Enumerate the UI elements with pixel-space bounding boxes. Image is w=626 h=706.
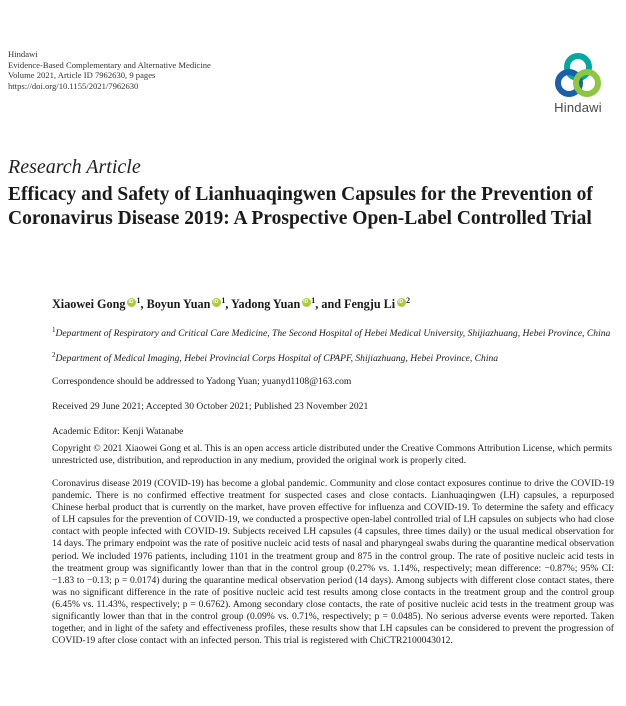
orcid-icon[interactable] <box>397 298 406 307</box>
author-affil-sup: 1 <box>221 296 226 305</box>
affiliation-text: Department of Respiratory and Critical Care Medicine, The Second Hospital of Hebei Medical University, Shijiazhuang, Hebei Province, China <box>55 328 611 340</box>
author-separator: , <box>140 297 147 312</box>
hindawi-logo <box>545 52 611 120</box>
logo-text: Hindawi <box>554 100 602 115</box>
publisher-name: Hindawi <box>8 49 38 59</box>
volume-line: Volume 2021, Article ID 7962630, 9 pages <box>8 70 156 81</box>
doi-link[interactable]: https://doi.org/10.1155/2021/7962630 <box>8 80 139 91</box>
author-name[interactable]: Yadong Yuan <box>231 297 301 312</box>
journal-meta <box>8 49 211 91</box>
article-title: Efficacy and Safety of Lianhuaqingwen Capsules for the Prevention of Coronavirus Disease 2019: A Prospective Open-Label Controlled Trial <box>8 184 593 229</box>
academic-editor: Academic Editor: Kenji Watanabe <box>52 426 184 437</box>
author-affil-sup: 1 <box>136 296 141 305</box>
affiliation-sup: 2 <box>52 351 56 359</box>
author-affil-sup: 2 <box>406 296 411 305</box>
journal-name: Evidence-Based Complementary and Alternative Medicine <box>8 59 211 70</box>
affiliation-sup: 1 <box>52 326 56 334</box>
orcid-icon[interactable] <box>127 298 136 307</box>
orcid-icon[interactable] <box>212 298 221 307</box>
author-separator: , and <box>315 297 345 312</box>
author-name[interactable]: Xiaowei Gong <box>52 297 126 312</box>
author-name[interactable]: Fengju Li <box>344 297 396 312</box>
author-separator: , <box>225 297 232 312</box>
copyright-notice: Copyright © 2021 Xiaowei Gong et al. This is an open access article distributed under the Creative Commons Attribution License, which permits unrestricted use, distribution, and reproduction in any medium, provided the original work is properly cited. <box>52 443 612 466</box>
author-name[interactable]: Boyun Yuan <box>146 297 211 312</box>
orcid-icon[interactable] <box>302 298 311 307</box>
publication-dates: Received 29 June 2021; Accepted 30 October 2021; Published 23 November 2021 <box>52 401 369 412</box>
article-type: Research Article <box>8 156 141 178</box>
author-list <box>52 296 410 312</box>
hindawi-rings-icon <box>553 52 603 100</box>
abstract: Coronavirus disease 2019 (COVID-19) has become a global pandemic. Community and close contact exposures continue to drive the COVID-19 pandemic. There is no confirmed effective treatment for suspected cases and close contacts. Lianhuaqingwen (LH) capsules, a repurposed Chinese herbal product that is currently on the market, have proven effective for influenza and COVID-19. To determine the safety and efficacy of LH capsules for the prevention of COVID-19, we conducted a prospective open-label controlled trial of LH capsules on subjects who had close contact with people infected with COVID-19. Subjects received LH capsules (4 capsules, three times daily) or the usual medical observation for 14 days. The primary endpoint was the rate of positive nucleic acid tests of nasal and pharyngeal swabs during the quarantine medical observation period. We included 1976 patients, including 1101 in the treatment group and 875 in the control group. The rate of positive nucleic acid tests in the treatment group was significantly lower than that in the control group (0.27% vs. 1.14%, respectively; mean difference: −0.87%; 95% CI: −1.83 to −0.13; p = 0.0174) during the quarantine medical observation period (14 days). Among subjects with different close contact states, there was no significant difference in the rate of positive nucleic acid test results among close contacts in the treatment group and the control group (6.45% vs. 11.43%, respectively; p = 0.6762). Among secondary close contacts, the rate of positive nucleic acid tests in the treatment group was significantly lower than that in the control group (0.09% vs. 0.71%, respectively; p = 0.0485). No serious adverse events were reported. Taken together, and in light of the safety and effectiveness profiles, these results show that LH capsules can be considered to prevent the progression of COVID-19 after close contact with an infected person. This trial is registered with ChiCTR2100043012. <box>52 478 614 647</box>
affiliation-text: Department of Medical Imaging, Hebei Provincial Corps Hospital of CPAPF, Shijiazhuang, Hebei Province, China <box>55 353 499 365</box>
correspondence: Correspondence should be addressed to Yadong Yuan; yuanyd1108@163.com <box>52 376 352 387</box>
author-affil-sup: 1 <box>311 296 316 305</box>
affiliation-2 <box>52 349 612 365</box>
affiliation-1 <box>52 324 612 340</box>
